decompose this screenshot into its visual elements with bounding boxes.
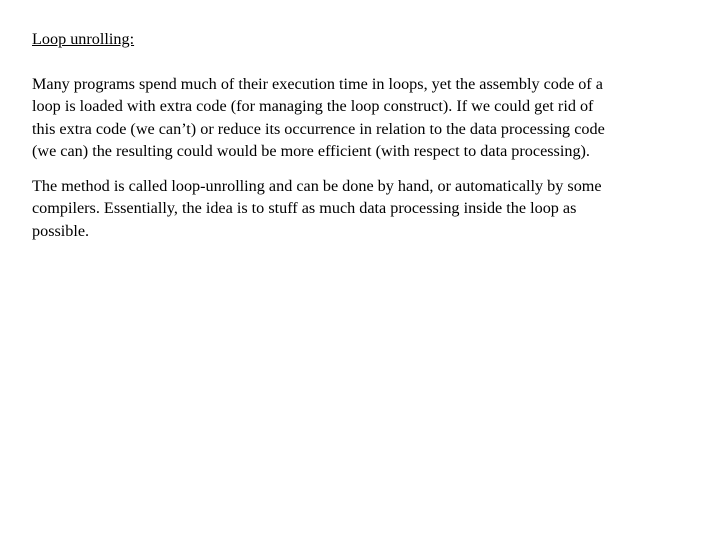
paragraph-line: loop is loaded with extra code (for managing the loop construct). If we could get rid of [32, 97, 594, 115]
paragraph-line: (we can) the resulting could would be more efficient (with respect to data processing). [32, 142, 590, 160]
paragraph-line: The method is called loop-unrolling and can be done by hand, or automatically by some [32, 176, 602, 195]
paragraph-method [32, 175, 682, 243]
paragraph-line: possible. [32, 221, 90, 240]
section-heading: Loop unrolling: [32, 30, 135, 48]
paragraph-intro [32, 73, 682, 163]
paragraph-line: Many programs spend much of their execution time in loops, yet the assembly code of a [32, 74, 603, 93]
paragraph-line: this extra code (we can’t) or reduce its occurrence in relation to the data processing code [32, 119, 605, 138]
document-body [32, 28, 682, 254]
paragraph-line: compilers. Essentially, the idea is to stuff as much data processing inside the loop as [32, 199, 577, 217]
